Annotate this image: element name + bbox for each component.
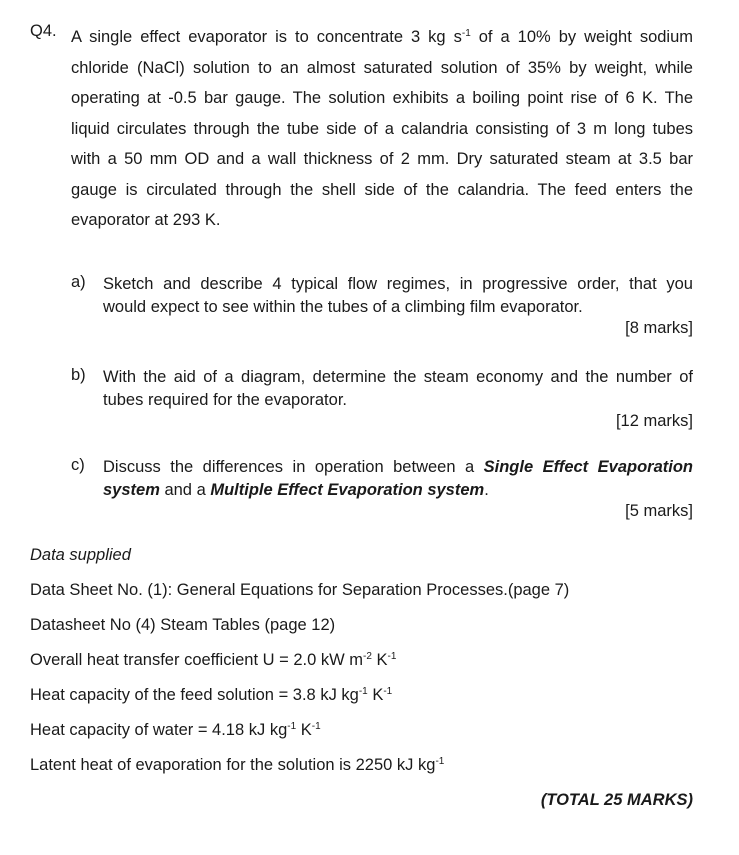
part-b-line-2: tubes required for the evaporator. xyxy=(103,390,347,409)
part-a-text xyxy=(103,273,693,318)
part-b-label: b) xyxy=(71,366,86,384)
question-line-6: gauge is circulated through the shell side of the calandria. The feed enters the xyxy=(71,180,693,199)
part-b-marks: [12 marks] xyxy=(615,412,693,430)
feed-heat-capacity: Heat capacity of the feed solution = 3.8 kJ $kg^{-1}$ $K^{-1}$ xyxy=(30,686,393,704)
part-c-marks: [5 marks] xyxy=(625,502,693,520)
part-a-line-2: would expect to see within the tubes of a climbing film evaporator. xyxy=(103,297,583,316)
data-sheet-4: Datasheet No (4) Steam Tables (page 12) xyxy=(30,616,336,634)
data-sheet-1: Data Sheet No. (1): General Equations for Separation Processes.(page 7) xyxy=(30,581,570,599)
question-number: Q4. xyxy=(30,22,57,40)
heat-transfer-coefficient: Overall heat transfer coefficient U = 2.0 kW $m^{-2}$ $K^{-1}$ xyxy=(30,651,397,669)
data-supplied-heading: Data supplied xyxy=(30,546,131,564)
question-line-7: evaporator at 293 K. xyxy=(71,211,221,229)
question-line-4: liquid circulates through the tube side of a calandria consisting of 3 m long tubes xyxy=(71,119,693,138)
part-b-line-1: With the aid of a diagram, determine the steam economy and the number of xyxy=(103,368,693,386)
part-c-text xyxy=(103,456,693,501)
question-text xyxy=(71,22,693,236)
part-c-line-1: Discuss the differences in operation between a Single Effect Evaporation xyxy=(103,458,693,476)
question-line-2: chloride (NaCl) solution to an almost saturated solution of 35% by weight, while xyxy=(71,58,693,77)
latent-heat: Latent heat of evaporation for the solution is 2250 kJ $kg^{-1}$ xyxy=(30,756,445,774)
part-b-text xyxy=(103,366,693,411)
water-heat-capacity: Heat capacity of water = 4.18 kJ $kg^{-1}$ $K^{-1}$ xyxy=(30,721,321,739)
part-a-line-1: Sketch and describe 4 typical flow regimes, in progressive order, that you xyxy=(103,275,693,293)
total-marks: (TOTAL 25 MARKS) xyxy=(540,791,693,809)
part-a-marks: [8 marks] xyxy=(625,319,693,337)
question-line-1: A single effect evaporator is to concentrate 3 kg $s^{-1}$ of a 10% by weight sodium xyxy=(71,28,694,46)
question-line-3: operating at -0.5 bar gauge. The solution exhibits a boiling point rise of 6 K. The xyxy=(71,89,693,107)
question-line-5: with a 50 mm OD and a wall thickness of 2 mm. Dry saturated steam at 3.5 bar xyxy=(71,150,693,168)
part-c-label: c) xyxy=(71,456,85,474)
part-a-label: a) xyxy=(71,273,86,291)
part-c-line-2: system and a Multiple Effect Evaporation system. xyxy=(103,480,489,499)
